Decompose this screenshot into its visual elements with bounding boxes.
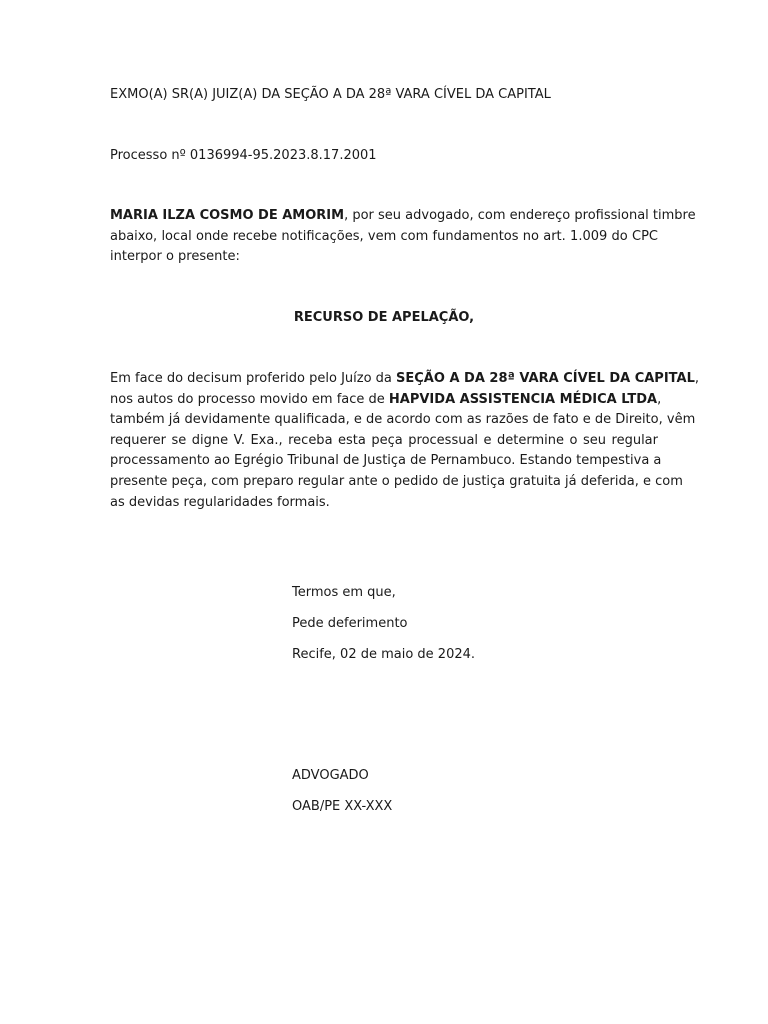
signer-oab: OAB/PE XX-XXX xyxy=(292,799,393,814)
body-line-5: processamento ao Egrégio Tribunal de Justiça de Pernambuco. Estando tempestiva a xyxy=(110,453,662,469)
defendant-name: HAPVIDA ASSISTENCIA MÉDICA LTDA xyxy=(388,391,658,407)
body-line-2-pre: nos autos do processo movido em face de xyxy=(110,391,389,407)
document-title: RECURSO DE APELAÇÃO, xyxy=(293,310,475,325)
closing-request: Pede deferimento xyxy=(292,616,408,631)
addressee-heading: EXMO(A) SR(A) JUIZ(A) DA SEÇÃO A DA 28ª VARA CÍVEL DA CAPITAL xyxy=(110,87,551,102)
body-line-2 xyxy=(110,390,662,411)
party-name: MARIA ILZA COSMO DE AMORIM xyxy=(110,208,345,223)
body-line-1-post: , xyxy=(694,371,700,386)
process-number: Processo nº 0136994-95.2023.8.17.2001 xyxy=(110,148,377,163)
closing-terms: Termos em que, xyxy=(292,585,396,600)
closing-place-date: Recife, 02 de maio de 2024. xyxy=(292,647,476,662)
body-line-6: presente peça, com preparo regular ante o pedido de justiça gratuita já deferida, e com xyxy=(110,473,683,489)
body-line-3: também já devidamente qualificada, e de acordo com as razões de fato e de Direito, vêm xyxy=(110,412,696,428)
court-name: SEÇÃO A DA 28ª VARA CÍVEL DA CAPITAL xyxy=(396,371,695,386)
signer-title: ADVOGADO xyxy=(292,768,369,783)
body-paragraph xyxy=(110,369,700,513)
intro-paragraph xyxy=(110,206,696,268)
body-line-2-post: , xyxy=(657,391,662,407)
body-line-1 xyxy=(110,369,700,390)
intro-line-1-rest: , por seu advogado, com endereço profissional timbre xyxy=(344,208,696,223)
body-line-4: requerer se digne V. Exa., receba esta peça processual e determine o seu regular xyxy=(110,432,658,448)
intro-line-1 xyxy=(110,206,696,227)
body-line-1-pre: Em face do decisum proferido pelo Juízo da xyxy=(110,371,397,386)
body-line-7: as devidas regularidades formais. xyxy=(110,494,330,510)
intro-line-2: abaixo, local onde recebe notificações, vem com fundamentos no art. 1.009 do CPC xyxy=(110,228,658,244)
intro-line-3: interpor o presente: xyxy=(110,249,240,265)
